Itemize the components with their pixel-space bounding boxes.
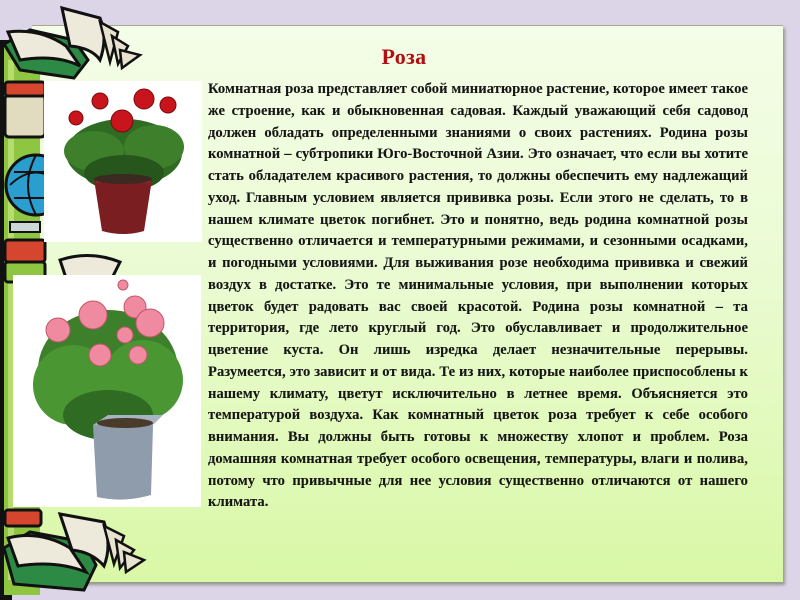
slide-title: Роза [381, 44, 427, 69]
article-paragraph: Комнатная роза представляет собой миниатюрное растение, которое имеет такое же строение, как и обыкновенная садовая. Каждый уважающий себя садовод должен обладать определенными знаниями о своих растениях. Родина розы комнатной – субтропики Юго-Восточной Азии. Это означает, что если вы хотите стать обладателем красивого растения, то должны обеспечить ему надлежащий уход. Главным условием является прививка розы. Если этого не сделать, то в нашем климате цветок погибнет. Это и понятно, ведь родина комнатной розы существенно отличается и температурными режимами, и сезонными осадками, и погодными условиями. Для выживания розе необходима прививка и свежий воздух в достатке. Это те минимальные условия, при выполнении которых цветок будет радовать вас своей красотой. Родина розы комнатной – та территория, где лето круглый год. Это обуславливает и продолжительное цветение куста. Он лишь изредка делает незначительные перерывы. Разумеется, это зависит и от вида. Те из них, которые наиболее приспособлены к нашему климату, цветут исключительно в летнее время. Объясняется это температурой воздуха. Как комнатный цветок роза требует к себе особого внимания. Вы должны быть готовы к множеству хлопот и проблем. Роза домашняя комнатная требует особого освещения, температуры, влаги и полива, потому что привычные для нее условия существенно отличаются от нашего климата. [208, 81, 748, 511]
article-body [208, 79, 748, 514]
red-rose-photo [44, 81, 202, 242]
pink-rose-photo [13, 275, 201, 507]
